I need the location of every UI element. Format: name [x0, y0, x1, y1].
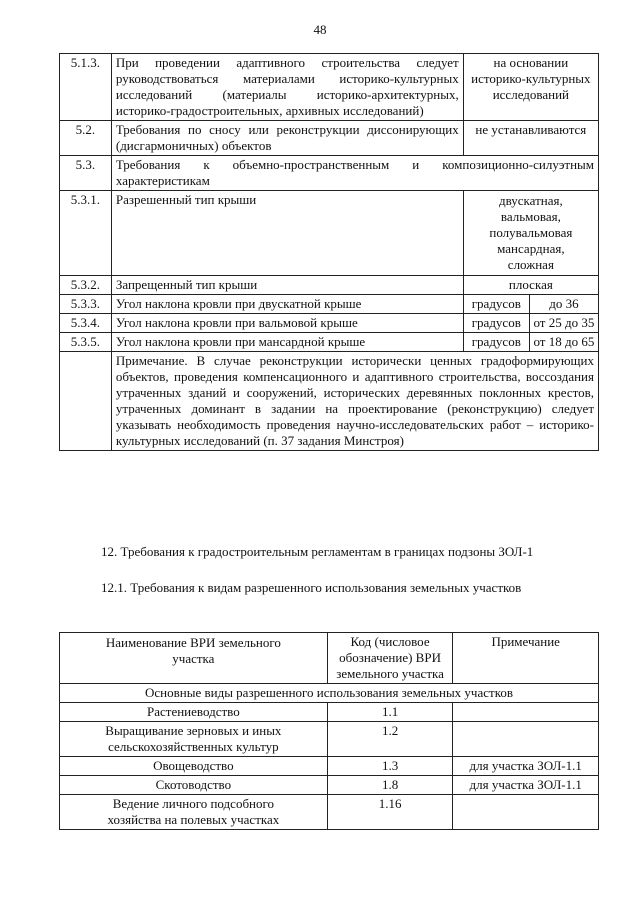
table-header-row — [60, 633, 599, 684]
row-value: двускатная, вальмовая, полувальмовая мансардная, сложная — [463, 191, 598, 276]
vri-code: 1.3 — [327, 757, 453, 776]
vri-code: 1.16 — [327, 795, 453, 830]
table-row — [60, 757, 599, 776]
vri-name: Ведение личного подсобного хозяйства на полевых участках — [60, 795, 328, 830]
row-value: от 18 до 65 — [529, 333, 598, 352]
table-row — [60, 776, 599, 795]
table-row — [60, 703, 599, 722]
regulations-table — [59, 53, 599, 451]
header-note: Примечание — [453, 633, 599, 684]
row-text: Угол наклона кровли при мансардной крыше — [111, 333, 463, 352]
vri-code: 1.8 — [327, 776, 453, 795]
row-text: Разрешенный тип крыши — [111, 191, 463, 276]
vri-note — [453, 795, 599, 830]
table-row — [60, 295, 599, 314]
row-number: 5.3.3. — [60, 295, 112, 314]
row-unit: градусов — [463, 295, 529, 314]
section-12-1-heading: 12.1. Требования к видам разрешенного использования земельных участков — [101, 580, 522, 595]
row-text: Запрещенный тип крыши — [111, 276, 463, 295]
row-number: 5.3.5. — [60, 333, 112, 352]
table-row — [60, 722, 599, 757]
page-number: 48 — [313, 22, 327, 37]
note-text: Примечание. В случае реконструкции исторически ценных градоформирующих объектов, проведения компенсационного и адаптивного строительства, воссоздания утраченных зданий и сооружений, исторических деревянных поклонных крестов, утраченных доминант в задании на проектирование (реконструкцию) следует указывать необходимость проведения научно-исследовательских работ – историко-культурных исследований (п. 37 задания Минстроя) — [111, 352, 598, 451]
header-code: Код (числовое обозначение) ВРИ земельного участка — [327, 633, 453, 684]
row-number: 5.3.1. — [60, 191, 112, 276]
vri-name: Скотоводство — [60, 776, 328, 795]
vri-name: Растениеводство — [60, 703, 328, 722]
table-row — [60, 121, 599, 156]
vri-note: для участка ЗОЛ-1.1 — [453, 776, 599, 795]
row-text: Требования к объемно-пространственным и композиционно-силуэтным характеристикам — [111, 156, 598, 191]
vri-name: Овощеводство — [60, 757, 328, 776]
table-row — [60, 156, 599, 191]
row-value: плоская — [463, 276, 598, 295]
table-row — [60, 276, 599, 295]
row-text: Угол наклона кровли при двускатной крыше — [111, 295, 463, 314]
row-value: на основании историко-культурных исследований — [463, 54, 598, 121]
vri-note — [453, 703, 599, 722]
vri-name: Выращивание зерновых и иных сельскохозяйственных культур — [60, 722, 328, 757]
group-row — [60, 684, 599, 703]
row-value: до 36 — [529, 295, 598, 314]
row-unit: градусов — [463, 333, 529, 352]
row-number: 5.3.2. — [60, 276, 112, 295]
table-row — [60, 191, 599, 276]
note-row — [60, 352, 599, 451]
row-value: не устанавливаются — [463, 121, 598, 156]
vri-code: 1.2 — [327, 722, 453, 757]
table-row — [60, 54, 599, 121]
row-text: Требования по сносу или реконструкции диссонирующих (дисгармоничных) объектов — [111, 121, 463, 156]
vri-table — [59, 632, 599, 830]
row-number: 5.3. — [60, 156, 112, 191]
row-value: от 25 до 35 — [529, 314, 598, 333]
row-number: 5.3.4. — [60, 314, 112, 333]
row-unit: градусов — [463, 314, 529, 333]
section-12-heading: 12. Требования к градостроительным регламентам в границах подзоны ЗОЛ-1 — [101, 544, 534, 559]
table-row — [60, 314, 599, 333]
group-title: Основные виды разрешенного использования земельных участков — [60, 684, 599, 703]
table-row — [60, 795, 599, 830]
vri-note — [453, 722, 599, 757]
row-number: 5.2. — [60, 121, 112, 156]
header-name: Наименование ВРИ земельного участка — [60, 633, 328, 684]
row-text: Угол наклона кровли при вальмовой крыше — [111, 314, 463, 333]
row-number: 5.1.3. — [60, 54, 112, 121]
note-number-cell — [60, 352, 112, 451]
vri-note: для участка ЗОЛ-1.1 — [453, 757, 599, 776]
row-text: При проведении адаптивного строительства следует руководствоваться материалами историко-культурных исследований (материалы историко-архитектурных, историко-градостроительных, архивных исследований) — [111, 54, 463, 121]
table-row — [60, 333, 599, 352]
vri-code: 1.1 — [327, 703, 453, 722]
